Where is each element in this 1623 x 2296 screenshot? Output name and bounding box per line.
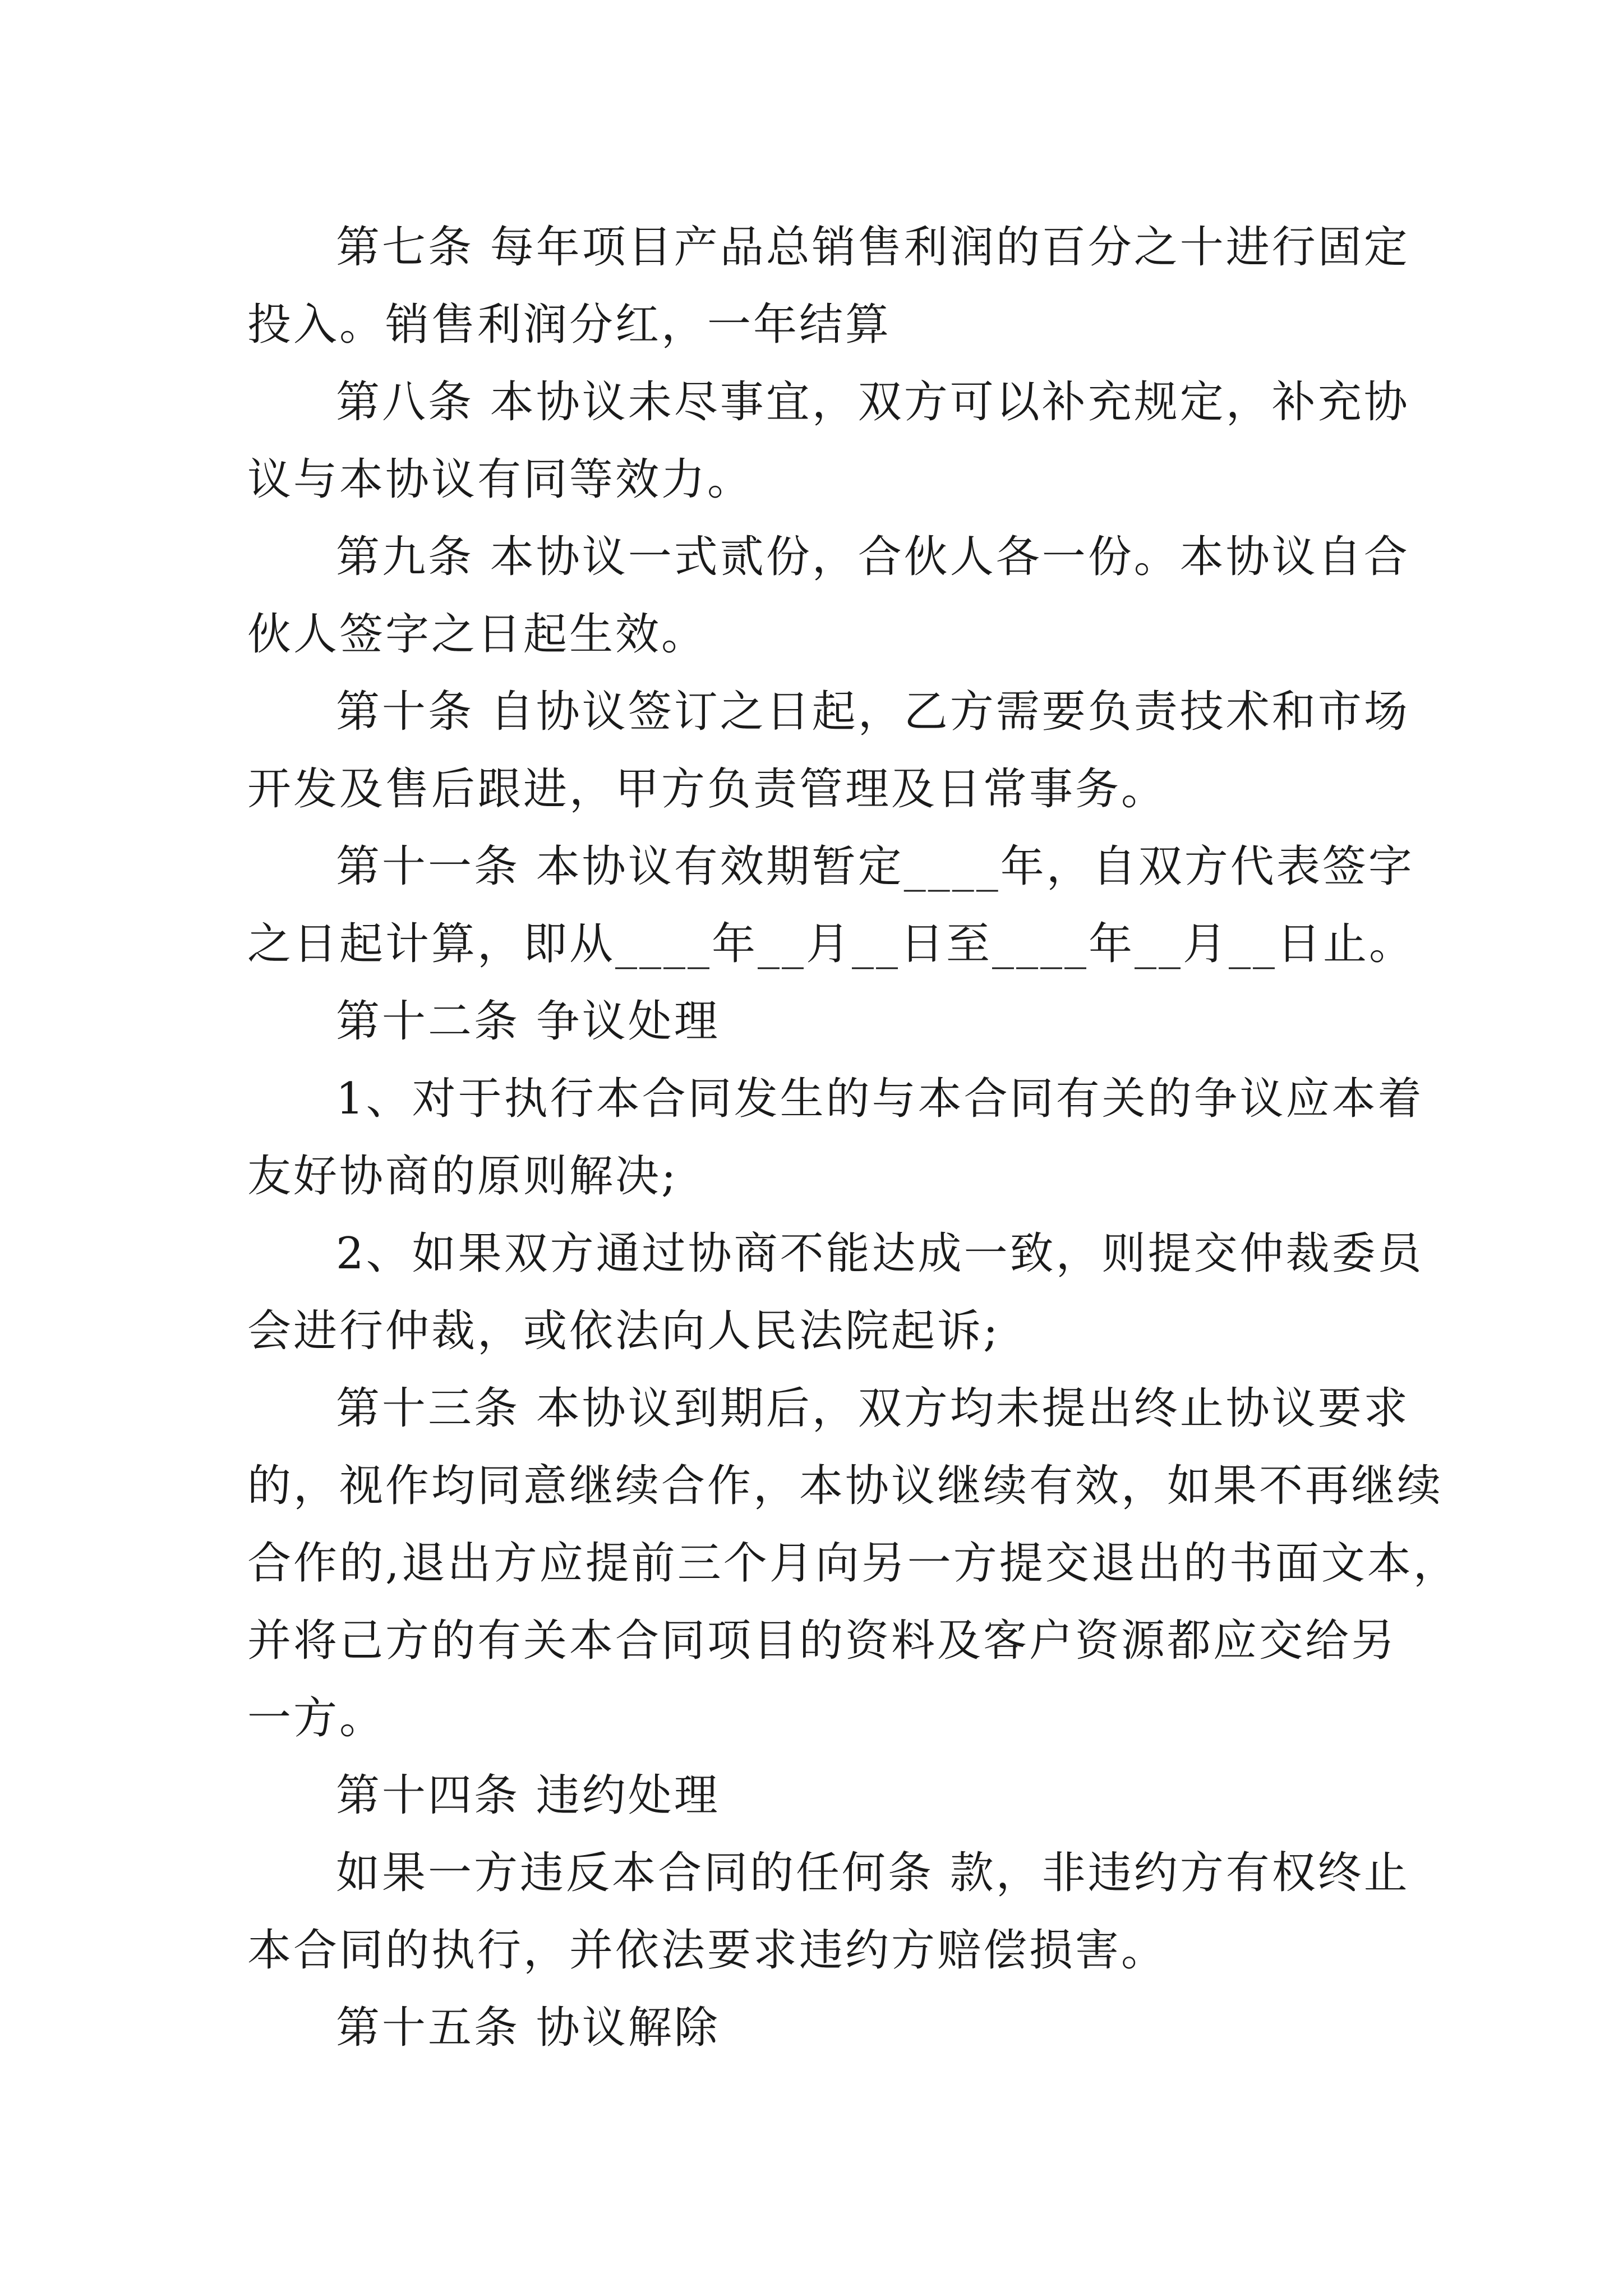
paragraph-line: 第十三条 本协议到期后，双方均未提出终止协议要求 xyxy=(336,1383,1410,1434)
paragraph-line: 第七条 每年项目产品总销售利润的百分之十进行固定 xyxy=(336,222,1410,273)
paragraph-line: 1、对于执行本合同发生的与本合同有关的争议应本着 xyxy=(336,1074,1424,1124)
heading-article-12 xyxy=(247,983,1386,1060)
paragraph-article-10 xyxy=(247,673,1410,828)
paragraph-line: 并将己方的有关本合同项目的资料及客户资源都应交给另 xyxy=(247,1616,1398,1666)
paragraph-line: 友好协商的原则解决; xyxy=(247,1151,679,1202)
paragraph-line: 开发及售后跟进，甲方负责管理及日常事务。 xyxy=(247,764,1168,815)
section-heading: 第十四条 违约处理 xyxy=(336,1770,720,1821)
paragraph-line: 一方。 xyxy=(247,1693,386,1743)
paragraph-line: 之日起计算，即从____年__月__日至____年__月__日止。 xyxy=(247,919,1415,969)
paragraph-item-1 xyxy=(247,1060,1424,1215)
paragraph-breach xyxy=(247,1834,1410,1989)
paragraph-line: 第九条 本协议一式贰份，合伙人各一份。本协议自合 xyxy=(336,532,1410,582)
paragraph-article-11 xyxy=(247,828,1415,983)
paragraph-line: 第十一条 本协议有效期暂定____年，自双方代表签字 xyxy=(336,841,1414,892)
paragraph-article-8 xyxy=(247,364,1410,518)
section-heading: 第十二条 争议处理 xyxy=(336,996,720,1047)
paragraph-line: 的，视作均同意继续合作，本协议继续有效，如果不再继续 xyxy=(247,1461,1444,1511)
paragraph-item-2 xyxy=(247,1215,1424,1370)
paragraph-line: 投入。销售利润分红，一年结算 xyxy=(247,300,892,350)
paragraph-line: 议与本协议有同等效力。 xyxy=(247,454,754,505)
paragraph-article-9 xyxy=(247,518,1410,673)
paragraph-line: 合作的,退出方应提前三个月向另一方提交退出的书面文本， xyxy=(247,1538,1459,1589)
paragraph-line: 伙人签字之日起生效。 xyxy=(247,609,708,660)
paragraph-line: 本合同的执行，并依法要求违约方赔偿损害。 xyxy=(247,1925,1168,1976)
paragraph-line: 会进行仲裁，或依法向人民法院起诉; xyxy=(247,1306,1000,1356)
paragraph-article-7 xyxy=(247,209,1410,364)
section-heading: 第十五条 协议解除 xyxy=(336,2003,720,2053)
paragraph-article-13 xyxy=(247,1370,1459,1757)
paragraph-line: 第十条 自协议签订之日起，乙方需要负责技术和市场 xyxy=(336,687,1410,737)
heading-article-14 xyxy=(247,1757,1386,1834)
paragraph-line: 2、如果双方通过协商不能达成一致，则提交仲裁委员 xyxy=(336,1228,1424,1279)
paragraph-line: 第八条 本协议未尽事宜，双方可以补充规定，补充协 xyxy=(336,377,1410,427)
document-body xyxy=(247,209,1459,2067)
paragraph-line: 如果一方违反本合同的任何条 款，非违约方有权终止 xyxy=(336,1848,1410,1898)
heading-article-15 xyxy=(247,1989,1386,2067)
